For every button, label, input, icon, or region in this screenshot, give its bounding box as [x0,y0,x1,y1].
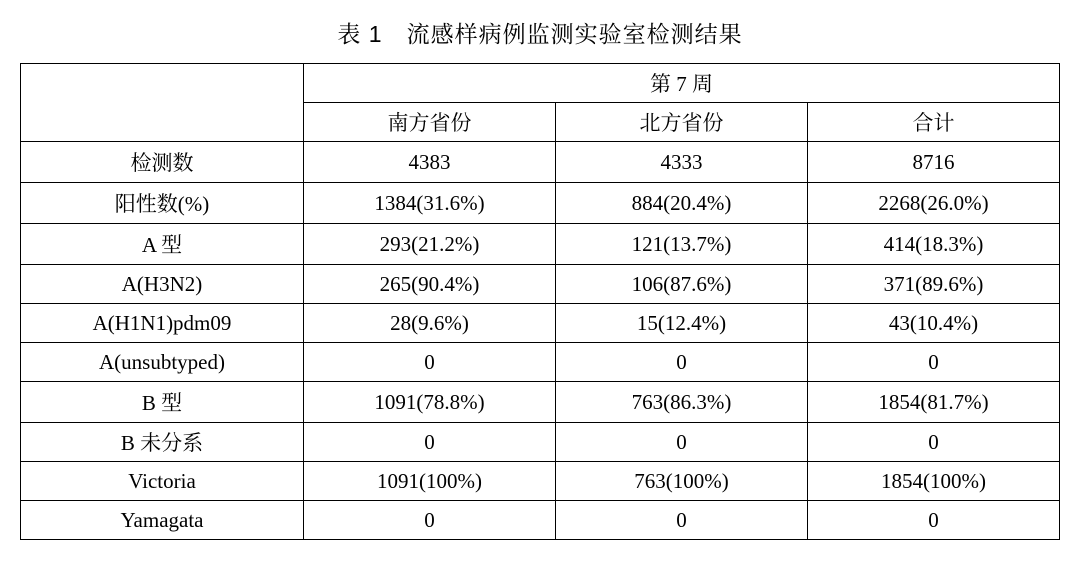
row-value-south: 0 [304,343,556,382]
row-value-south: 1091(78.8%) [304,382,556,423]
column-header-total: 合计 [808,103,1060,142]
table-row [21,382,1060,423]
row-label: A(H3N2) [21,265,304,304]
row-value-north: 763(100%) [556,462,808,501]
table-body [21,64,1060,540]
table-row [21,304,1060,343]
row-value-total: 0 [808,343,1060,382]
page-title: 表 1 流感样病例监测实验室检测结果 [337,21,743,47]
row-value-north: 0 [556,423,808,462]
row-value-south: 293(21.2%) [304,224,556,265]
table-row [21,462,1060,501]
row-value-total: 1854(100%) [808,462,1060,501]
row-value-total: 2268(26.0%) [808,183,1060,224]
row-value-total: 1854(81.7%) [808,382,1060,423]
table-corner-cell [21,64,304,142]
column-header-south: 南方省份 [304,103,556,142]
row-label: B 未分系 [21,423,304,462]
table-row [21,423,1060,462]
table-row [21,142,1060,183]
row-value-total: 371(89.6%) [808,265,1060,304]
row-value-north: 884(20.4%) [556,183,808,224]
table-row [21,501,1060,540]
row-value-south: 1384(31.6%) [304,183,556,224]
row-label: A 型 [21,224,304,265]
table-row [21,183,1060,224]
row-label: 检测数 [21,142,304,183]
row-value-north: 106(87.6%) [556,265,808,304]
row-value-north: 0 [556,501,808,540]
row-value-north: 0 [556,343,808,382]
row-value-north: 121(13.7%) [556,224,808,265]
row-value-north: 4333 [556,142,808,183]
row-value-south: 1091(100%) [304,462,556,501]
column-header-north: 北方省份 [556,103,808,142]
row-label: B 型 [21,382,304,423]
row-value-north: 763(86.3%) [556,382,808,423]
row-value-south: 4383 [304,142,556,183]
row-label: Yamagata [21,501,304,540]
row-value-total: 0 [808,423,1060,462]
period-header: 第 7 周 [304,64,1060,103]
row-value-total: 8716 [808,142,1060,183]
row-value-south: 265(90.4%) [304,265,556,304]
table-row [21,343,1060,382]
row-label: A(unsubtyped) [21,343,304,382]
table-header-row-period [21,64,1060,103]
row-label: Victoria [21,462,304,501]
table-row [21,265,1060,304]
table-row [21,224,1060,265]
row-value-total: 0 [808,501,1060,540]
row-value-south: 0 [304,423,556,462]
row-label: A(H1N1)pdm09 [21,304,304,343]
lab-results-table [20,63,1060,540]
row-value-total: 414(18.3%) [808,224,1060,265]
row-value-south: 0 [304,501,556,540]
row-value-north: 15(12.4%) [556,304,808,343]
row-value-total: 43(10.4%) [808,304,1060,343]
row-value-south: 28(9.6%) [304,304,556,343]
row-label: 阳性数(%) [21,183,304,224]
